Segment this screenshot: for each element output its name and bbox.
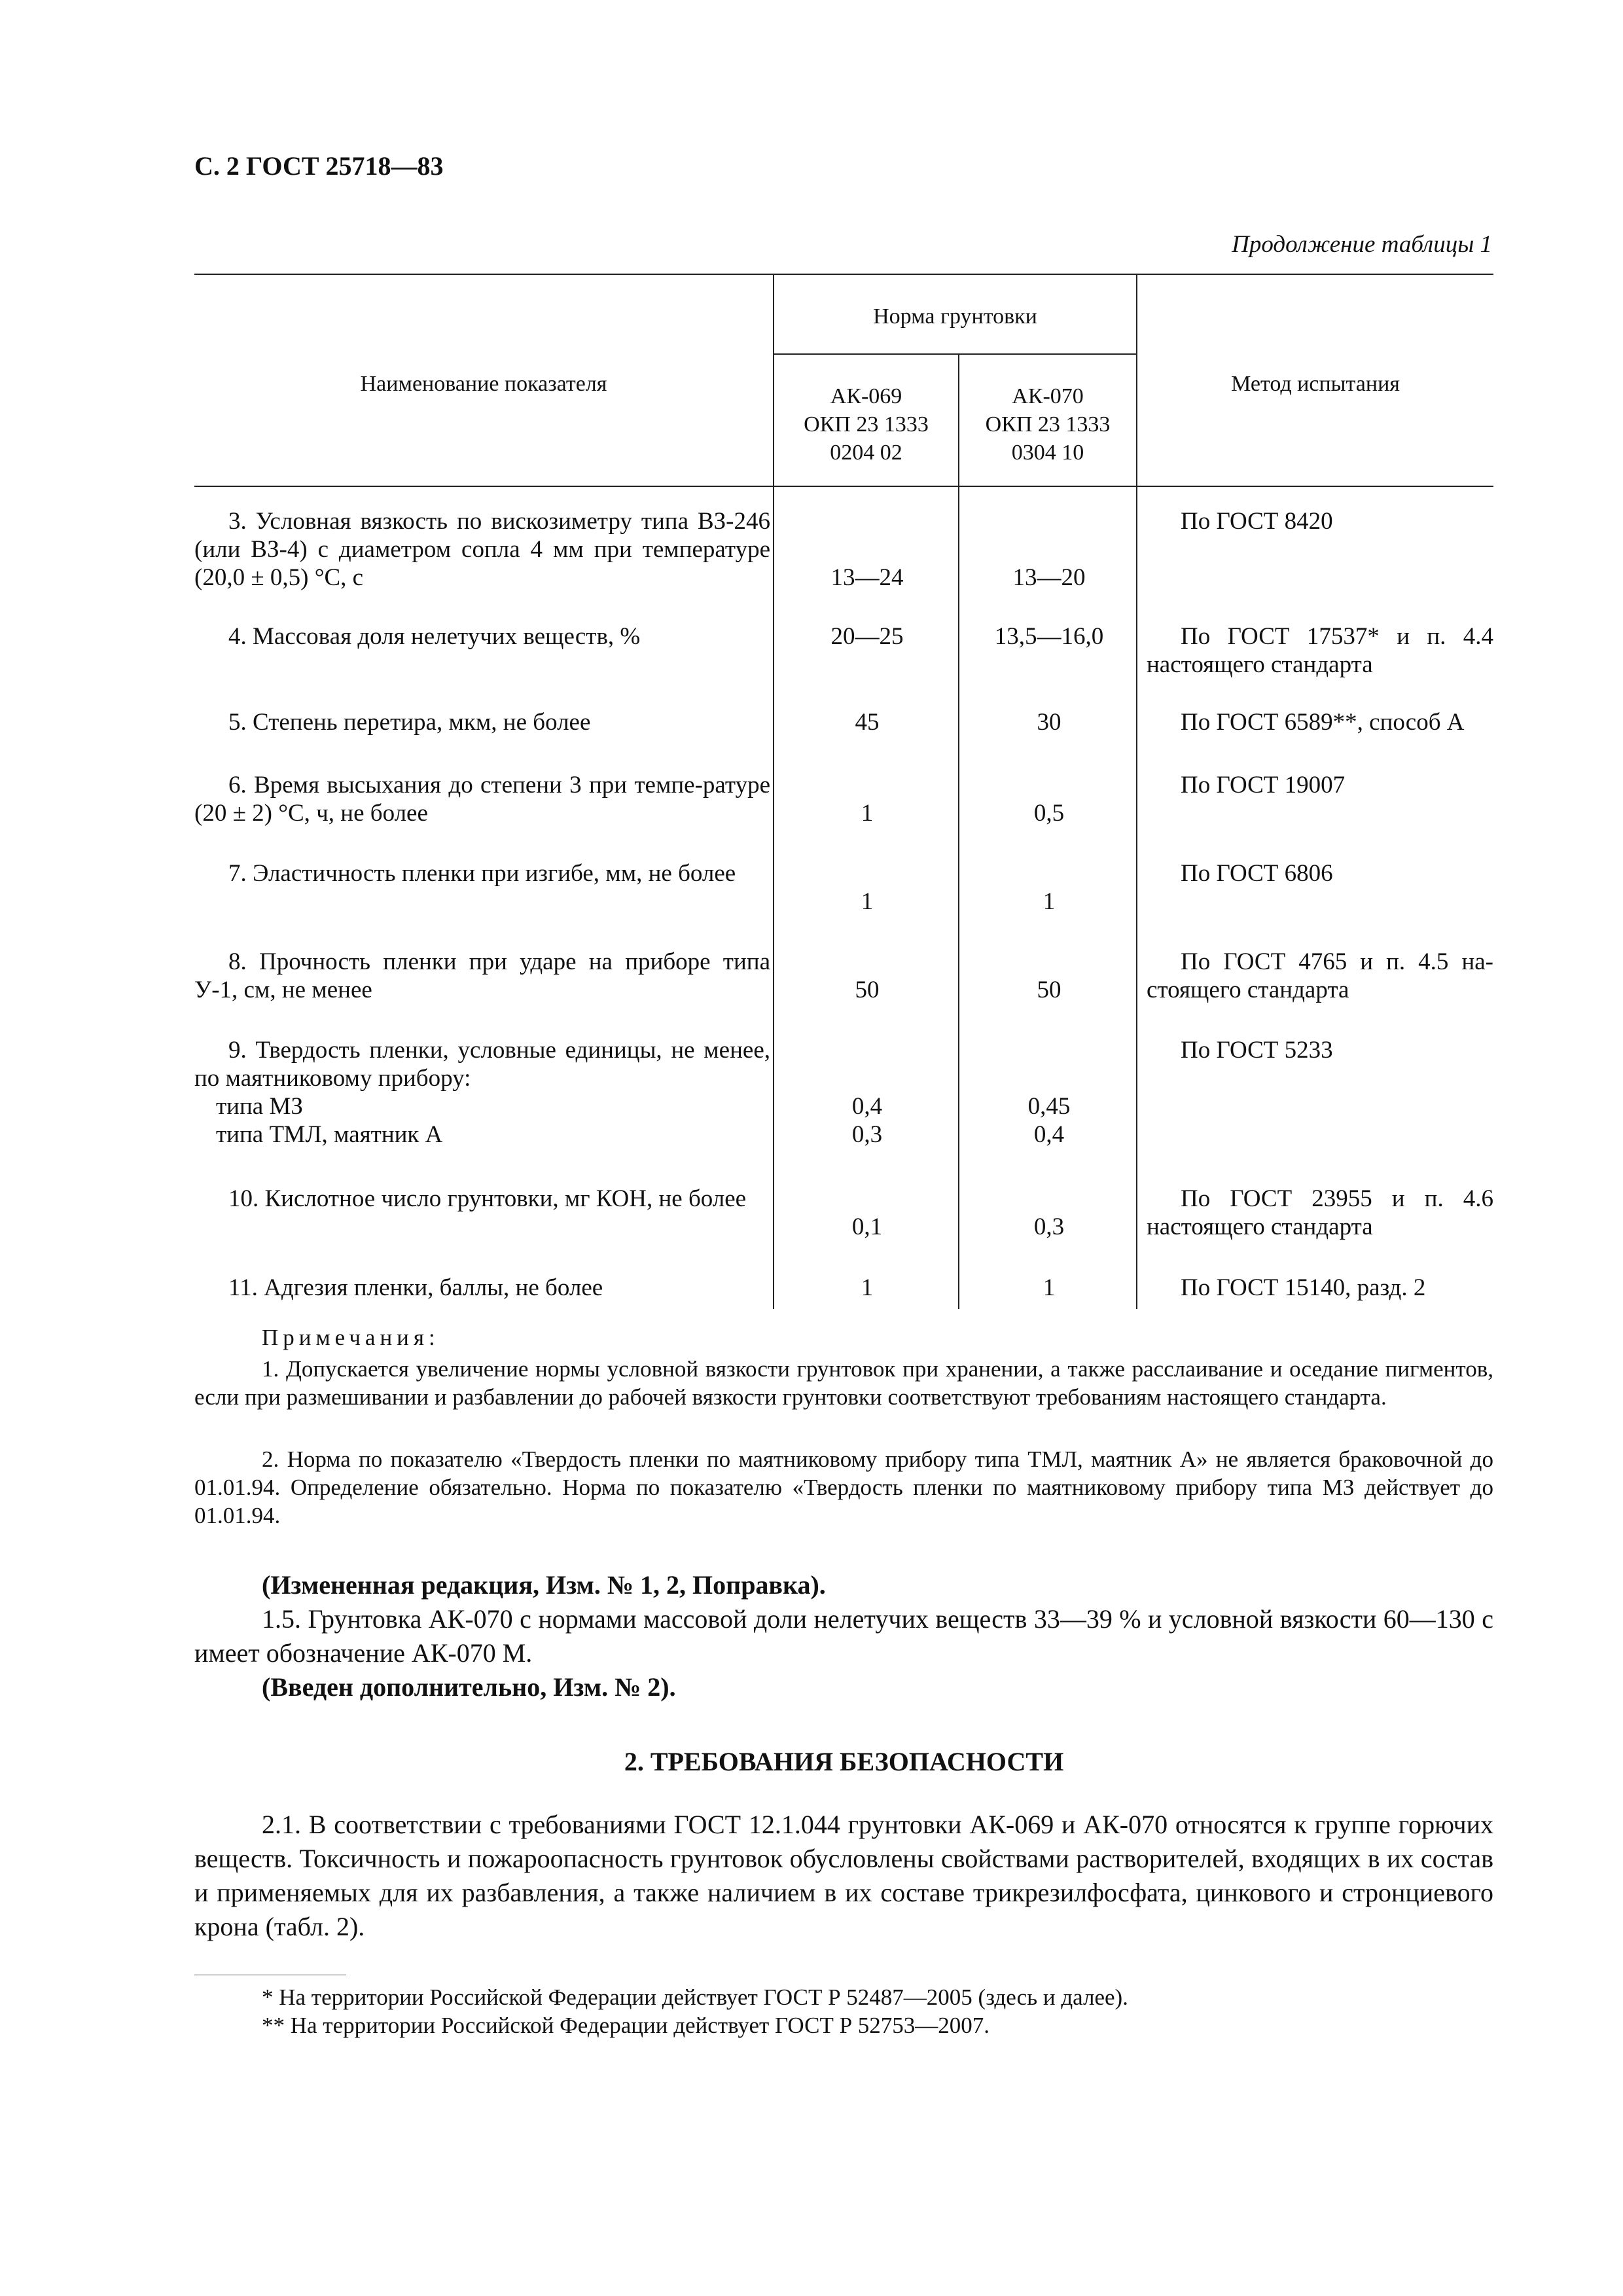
table-top-border — [194, 274, 1493, 275]
table-row-4-ak070: 13,5—16,0 — [994, 623, 1104, 650]
table-row-8-method: По ГОСТ 4765 и п. 4.5 на-стоящего стандарта — [1147, 948, 1493, 1003]
table-row-3-method: По ГОСТ 8420 — [1181, 508, 1333, 535]
table-row-10-ak070: 0,3 — [1033, 1213, 1065, 1240]
table-row-9-ak070-1: 0,45 — [1027, 1093, 1071, 1120]
table-row-7-ak069: 1 — [861, 888, 874, 915]
table-row-9-ak069-2: 0,3 — [851, 1121, 883, 1148]
table-row-3-name: 3. Условная вязкость по вискозиметру типа ВЗ-246 (или ВЗ-4) с диаметром сопла 4 мм при температуре (20,0 ± 0,5) °С, с — [194, 508, 770, 591]
notes-title: Примечания: — [262, 1325, 440, 1350]
column-header-method: Метод испытания — [1231, 372, 1400, 396]
table-row-5-ak069: 45 — [855, 709, 880, 736]
table-row-4-method: По ГОСТ 17537* и п. 4.4 настоящего стандарта — [1147, 623, 1493, 678]
note-2: 2. Норма по показателю «Твердость пленки по маятниковому прибору типа ТМЛ, маятник А» не является браковочной до 01.01.94. Определение обязательно. Норма по показателю «Твердость пленки по маятниковому прибору типа МЗ действует до 01.01.94. — [194, 1446, 1493, 1528]
column-header-ak069: АК-069 ОКП 23 1333 0204 02 — [804, 384, 929, 465]
section-heading: 2. ТРЕБОВАНИЯ БЕЗОПАСНОСТИ — [624, 1747, 1064, 1776]
table-row-11-name: 11. Адгезия пленки, баллы, не более — [228, 1274, 603, 1301]
table-continuation-label: Продолжение таблицы 1 — [1232, 231, 1492, 258]
table-row-3-ak070: 13—20 — [1012, 564, 1086, 591]
column-header-norm: Норма грунтовки — [873, 304, 1037, 329]
table-col-divider-2 — [958, 353, 959, 1309]
table-row-11-ak069: 1 — [861, 1274, 874, 1301]
table-header-bottom-border — [194, 486, 1493, 487]
table-row-7-method: По ГОСТ 6806 — [1181, 860, 1333, 887]
table-row-5-name: 5. Степень перетира, мкм, не более — [228, 709, 591, 736]
table-row-10-name: 10. Кислотное число грунтовки, мг КОН, не более — [228, 1185, 747, 1212]
note-1: 1. Допускается увеличение нормы условной вязкости грунтовок при хранении, а также расслаивание и оседание пигментов, если при размешивании и разбавлении до рабочей вязкости грунтовки соответствуют требованиям настоящего стандарта. — [194, 1356, 1493, 1410]
column-header-name: Наименование показателя — [360, 372, 607, 396]
table-row-8-name: 8. Прочность пленки при ударе на приборе типа У-1, см, не менее — [194, 948, 770, 1003]
table-row-9-ak069-1: 0,4 — [851, 1093, 883, 1120]
table-row-6-ak069: 1 — [861, 800, 874, 827]
table-row-9-sub1: типа МЗ — [216, 1093, 303, 1120]
table-row-11-ak070: 1 — [1043, 1274, 1056, 1301]
table-row-7-name: 7. Эластичность пленки при изгибе, мм, не более — [228, 860, 736, 887]
table-row-4-ak069: 20—25 — [830, 623, 904, 650]
table-row-10-ak069: 0,1 — [851, 1213, 883, 1240]
paragraph-1-5: 1.5. Грунтовка АК-070 с нормами массовой доли нелетучих веществ 33—39 % и условной вязкости 60—130 с имеет обозначение АК-070 М. — [194, 1604, 1493, 1668]
table-row-6-method: По ГОСТ 19007 — [1181, 772, 1346, 798]
amendment-note-2: (Введен дополнительно, Изм. № 2). — [262, 1672, 676, 1702]
column-header-ak070: АК-070 ОКП 23 1333 0304 10 — [985, 384, 1111, 465]
paragraph-2-1: 2.1. В соответствии с требованиями ГОСТ 12.1.044 грунтовки АК-069 и АК-070 относятся к группе горючих веществ. Токсичность и пожароопасность грунтовок обусловлены свойствами растворителей, входящих в их состав и применяемых для их разбавления, а также наличием в их составе трикрезилфосфата, цинкового и стронциевого крона (табл. 2). — [194, 1810, 1493, 1941]
table-row-8-ak070: 50 — [1037, 977, 1061, 1003]
table-row-10-method: По ГОСТ 23955 и п. 4.6 настоящего стандарта — [1147, 1185, 1493, 1240]
table-row-3-ak069: 13—24 — [830, 564, 904, 591]
table-col-divider-3 — [1136, 274, 1137, 1309]
table-row-11-method: По ГОСТ 15140, разд. 2 — [1181, 1274, 1426, 1301]
norm-header-divider — [774, 353, 1136, 355]
table-row-4-name: 4. Массовая доля нелетучих веществ, % — [228, 623, 641, 650]
footnote-1: * На территории Российской Федерации действует ГОСТ Р 52487—2005 (здесь и далее). — [262, 1984, 1128, 2010]
table-row-8-ak069: 50 — [855, 977, 880, 1003]
table-row-9-ak070-2: 0,4 — [1033, 1121, 1065, 1148]
table-row-9-method: По ГОСТ 5233 — [1181, 1037, 1333, 1064]
table-row-9-sub2: типа ТМЛ, маятник А — [216, 1121, 443, 1148]
table-row-5-ak070: 30 — [1037, 709, 1061, 736]
table-row-6-name: 6. Время высыхания до степени 3 при темпе-ратуре (20 ± 2) °С, ч, не более — [194, 772, 770, 827]
table-row-7-ak070: 1 — [1043, 888, 1056, 915]
table-row-9-name: 9. Твердость пленки, условные единицы, не менее, по маятниковому прибору: — [194, 1037, 770, 1092]
amendment-note-1: (Измененная редакция, Изм. № 1, 2, Поправка). — [262, 1570, 826, 1600]
footnote-2: ** На территории Российской Федерации действует ГОСТ Р 52753—2007. — [262, 2013, 990, 2038]
page-header: С. 2 ГОСТ 25718—83 — [194, 151, 444, 181]
table-row-6-ak070: 0,5 — [1033, 800, 1065, 827]
table-row-5-method: По ГОСТ 6589**, способ А — [1181, 709, 1465, 736]
